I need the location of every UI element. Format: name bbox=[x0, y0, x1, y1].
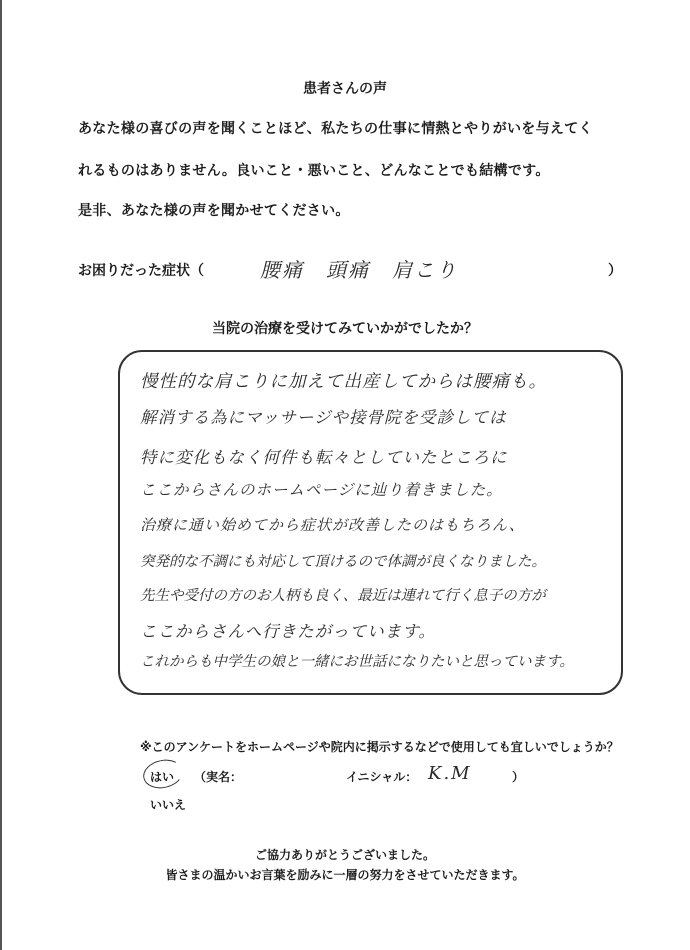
symptoms-label: お困りだった症状（ bbox=[78, 263, 204, 279]
treatment-question: 当院の治療を受けてみていかがでしたか？ bbox=[212, 321, 478, 337]
page-title: 患者さんの声 bbox=[303, 81, 387, 97]
intro-line-2: れるものはありません。良いこと・悪いこと、どんなことでも結構です。 bbox=[78, 163, 550, 179]
thanks-line-2: 皆さまの温かいお言葉を励みに一層の努力をさせていただきます。 bbox=[165, 868, 525, 882]
answer-line-4: ここからさんのホームページに辿り着きました。 bbox=[140, 481, 503, 499]
answer-line-9: これからも中学生の娘と一緒にお世話になりたいと思っています。 bbox=[140, 654, 574, 670]
answer-line-2: 解消する為にマッサージや接骨院を受診しては bbox=[140, 408, 507, 427]
consent-question: ※このアンケートをホームページや院内に掲示するなどで使用しても宜しいでしょうか？ bbox=[140, 740, 619, 754]
initial-label: イニシャル： bbox=[346, 770, 418, 784]
answer-box bbox=[118, 350, 623, 695]
intro-line-1: あなた様の喜びの声を聞くことほど、私たちの仕事に情熱とやりがいを与えてく bbox=[78, 121, 593, 137]
intro-line-3: 是非、あなた様の声を聞かせてください。 bbox=[78, 203, 350, 219]
page-border bbox=[0, 0, 2, 950]
consent-close-paren: ） bbox=[512, 770, 525, 784]
consent-no-option[interactable]: いいえ bbox=[150, 798, 187, 812]
initial-value: K.M bbox=[428, 763, 472, 784]
answer-line-8: ここからさんへ行きたがっています。 bbox=[140, 622, 436, 641]
thanks-line-1: ご協力ありがとうございました。 bbox=[254, 848, 435, 862]
symptoms-field bbox=[78, 256, 628, 280]
answer-line-5: 治療に通い始めてから症状が改善したのはもちろん、 bbox=[140, 516, 525, 534]
symptoms-close-paren: ） bbox=[608, 263, 622, 279]
answer-line-7: 先生や受付の方のお人柄も良く、最近は連れて行く息子の方が bbox=[140, 588, 546, 604]
answer-line-6: 突発的な不調にも対応して頂けるので体調が良くなりました。 bbox=[140, 554, 546, 570]
real-name-label: （実名： bbox=[194, 770, 243, 784]
symptoms-answer: 腰痛 頭痛 肩こり bbox=[260, 258, 458, 282]
consent-yes-option[interactable]: はい bbox=[150, 770, 175, 784]
answer-line-1: 慢性的な肩こりに加えて出産してからは腰痛も。 bbox=[140, 372, 547, 392]
answer-line-3: 特に変化もなく何件も転々としていたところに bbox=[140, 448, 508, 467]
